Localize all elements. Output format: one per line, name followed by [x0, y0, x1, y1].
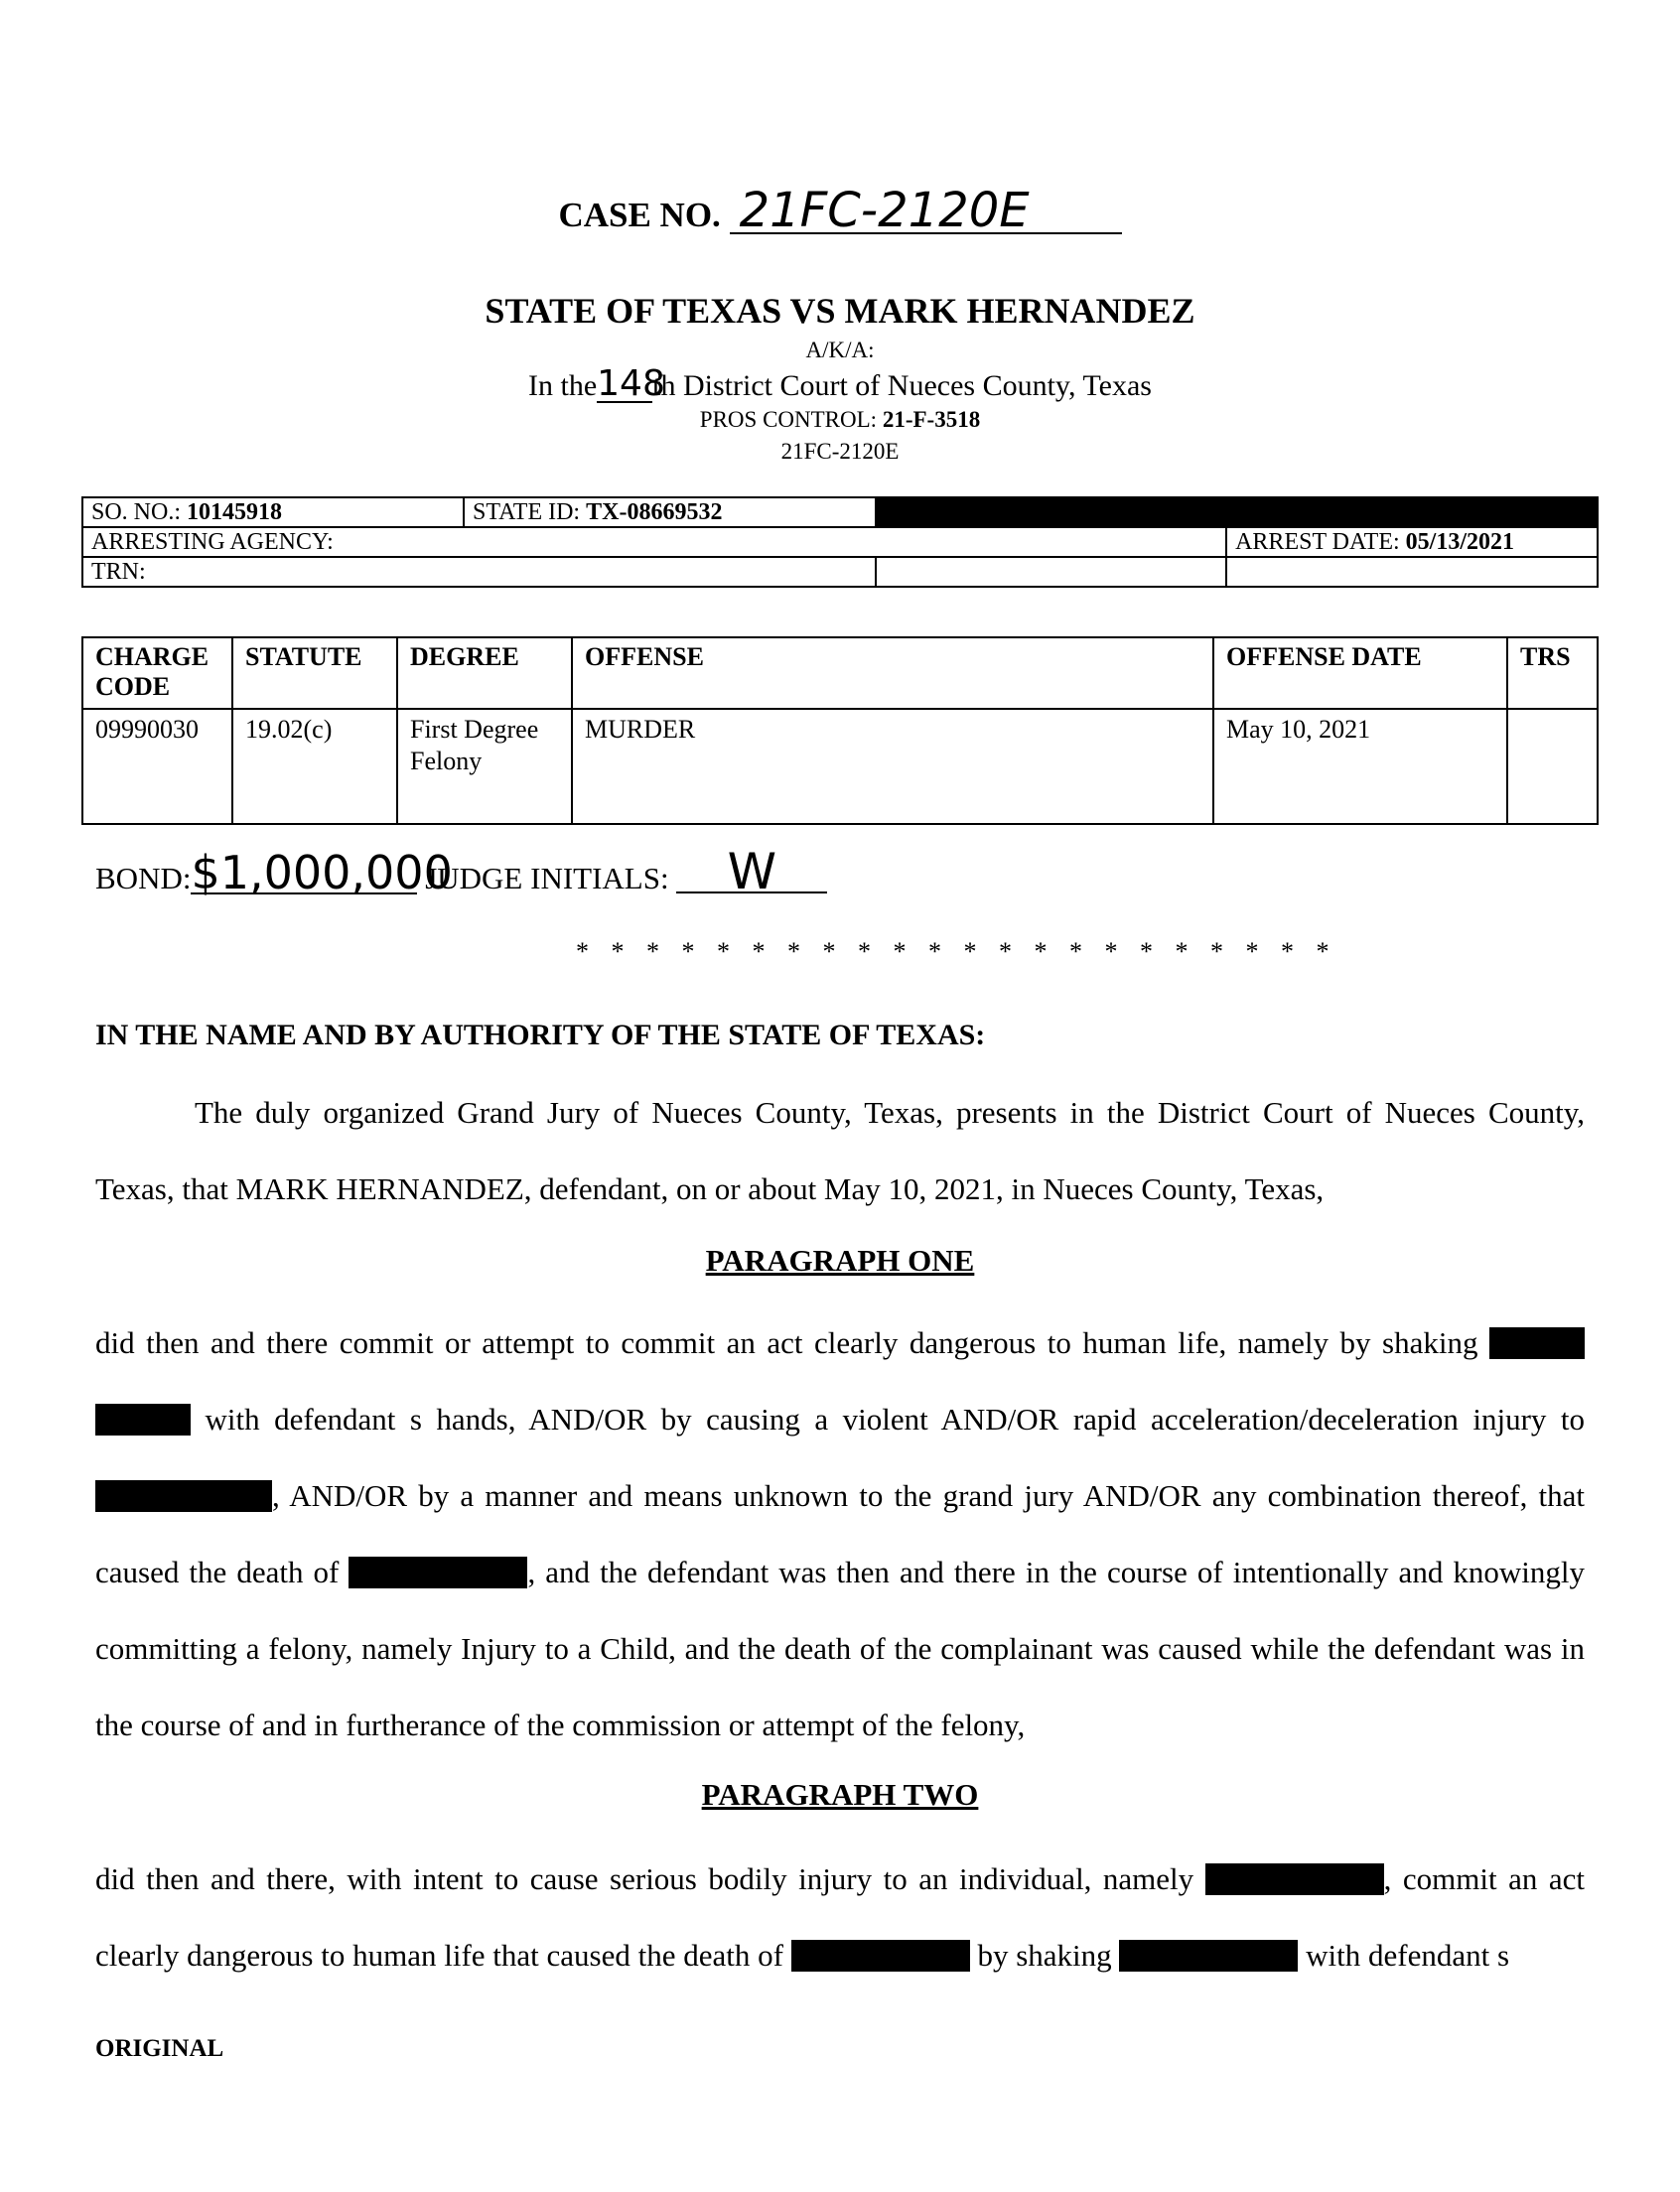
- court-line: [0, 363, 1680, 404]
- charge-code-cell: 09990030: [82, 709, 232, 824]
- degree-cell: First Degree Felony: [397, 709, 572, 824]
- statute-cell: 19.02(c): [232, 709, 397, 824]
- paragraph-two-text: did then and there, with intent to cause serious bodily injury to an individual, namely , commit an act clearly dangerous to human life that caused the death of by shaking with defendant s: [95, 1861, 1585, 1973]
- authority-heading: IN THE NAME AND BY AUTHORITY OF THE STATE OF TEXAS:: [95, 1019, 986, 1051]
- trn-empty-cell: [876, 557, 1227, 587]
- paragraph-one-heading: PARAGRAPH ONE: [705, 1243, 975, 1278]
- pros-control-value: 21-F-3518: [882, 407, 981, 432]
- district-number: 148: [597, 363, 665, 404]
- redaction: [1119, 1940, 1298, 1972]
- state-id-value: TX-08669532: [586, 499, 723, 525]
- intro-line-1: The duly organized Grand Jury of Nueces County, Texas, presents in the District Court of Nueces County,: [195, 1095, 1585, 1130]
- offense-cell: MURDER: [572, 709, 1213, 824]
- header-charge-code: CHARGE CODE: [82, 637, 232, 709]
- judge-initials-label: JUDGE INITIALS:: [425, 861, 669, 895]
- redaction: [349, 1557, 527, 1588]
- charge-table: [81, 636, 1599, 825]
- bond-amount: $1,000,000: [191, 846, 453, 899]
- judge-initials: W: [676, 852, 827, 893]
- separator: * * * * * * * * * * * * * * * * * * * * * *: [576, 937, 1337, 966]
- redaction: [95, 1480, 272, 1512]
- trn-empty-cell-2: [1226, 557, 1598, 587]
- redaction: [1205, 1863, 1384, 1895]
- case-number-handwritten: 21FC-2120E: [730, 189, 1122, 234]
- paragraph-two-heading: PARAGRAPH TWO: [701, 1777, 979, 1812]
- header-offense-date: OFFENSE DATE: [1213, 637, 1507, 709]
- aka-label: A/K/A:: [805, 338, 875, 362]
- arrest-info-table: [81, 496, 1599, 588]
- so-number-value: 10145918: [187, 499, 283, 525]
- offense-date-cell: May 10, 2021: [1213, 709, 1507, 824]
- header-statute: STATUTE: [232, 637, 397, 709]
- case-number-label: CASE NO.: [558, 196, 721, 234]
- trn-cell: TRN:: [82, 557, 876, 587]
- redaction: [1489, 1327, 1585, 1359]
- header-trs: TRS: [1507, 637, 1598, 709]
- redacted-cell: [876, 497, 1598, 527]
- pros-control-label: PROS CONTROL:: [699, 407, 878, 432]
- header-offense: OFFENSE: [572, 637, 1213, 709]
- header-degree: DEGREE: [397, 637, 572, 709]
- intro-line-2: Texas, that MARK HERNANDEZ, defendant, on or about May 10, 2021, in Nueces County, Texas,: [95, 1171, 1325, 1206]
- table-row: [82, 709, 1598, 824]
- case-title: STATE OF TEXAS VS MARK HERNANDEZ: [485, 291, 1195, 331]
- arresting-agency-cell: ARRESTING AGENCY:: [82, 527, 1226, 557]
- case-number-typed: 21FC-2120E: [780, 439, 900, 464]
- arrest-date-value: 05/13/2021: [1405, 529, 1515, 555]
- arrest-date-cell: ARREST DATE: 05/13/2021: [1226, 527, 1598, 557]
- bond-label: BOND:: [95, 861, 192, 895]
- redaction: [791, 1940, 970, 1972]
- case-number-line: [0, 183, 1680, 238]
- so-number-cell: SO. NO.: 10145918: [82, 497, 464, 527]
- bond-line: [95, 843, 827, 900]
- court-suffix: th District Court of Nueces County, Texas: [652, 369, 1152, 402]
- paragraph-one-text: did then and there commit or attempt to commit an act clearly dangerous to human life, namely by shaking with defendant s hands, AND/OR by causing a violent AND/OR rapid acceleration/deceleration injury to , AND/OR by a manner and means unknown to the grand jury AND/OR any combination thereof, that caused the death of , and the defendant was then and there in the course of intentionally and knowingly committing a felony, namely Injury to a Child, and the death of the complainant was caused while the defendant was in the course of and in furtherance of the commission or attempt of the felony,: [95, 1325, 1586, 1742]
- trs-cell: [1507, 709, 1598, 824]
- redaction: [95, 1404, 191, 1436]
- pros-control: [0, 407, 1680, 433]
- original-stamp: ORIGINAL: [95, 2035, 224, 2062]
- court-prefix: In the: [528, 369, 598, 402]
- state-id-cell: STATE ID: TX-08669532: [464, 497, 876, 527]
